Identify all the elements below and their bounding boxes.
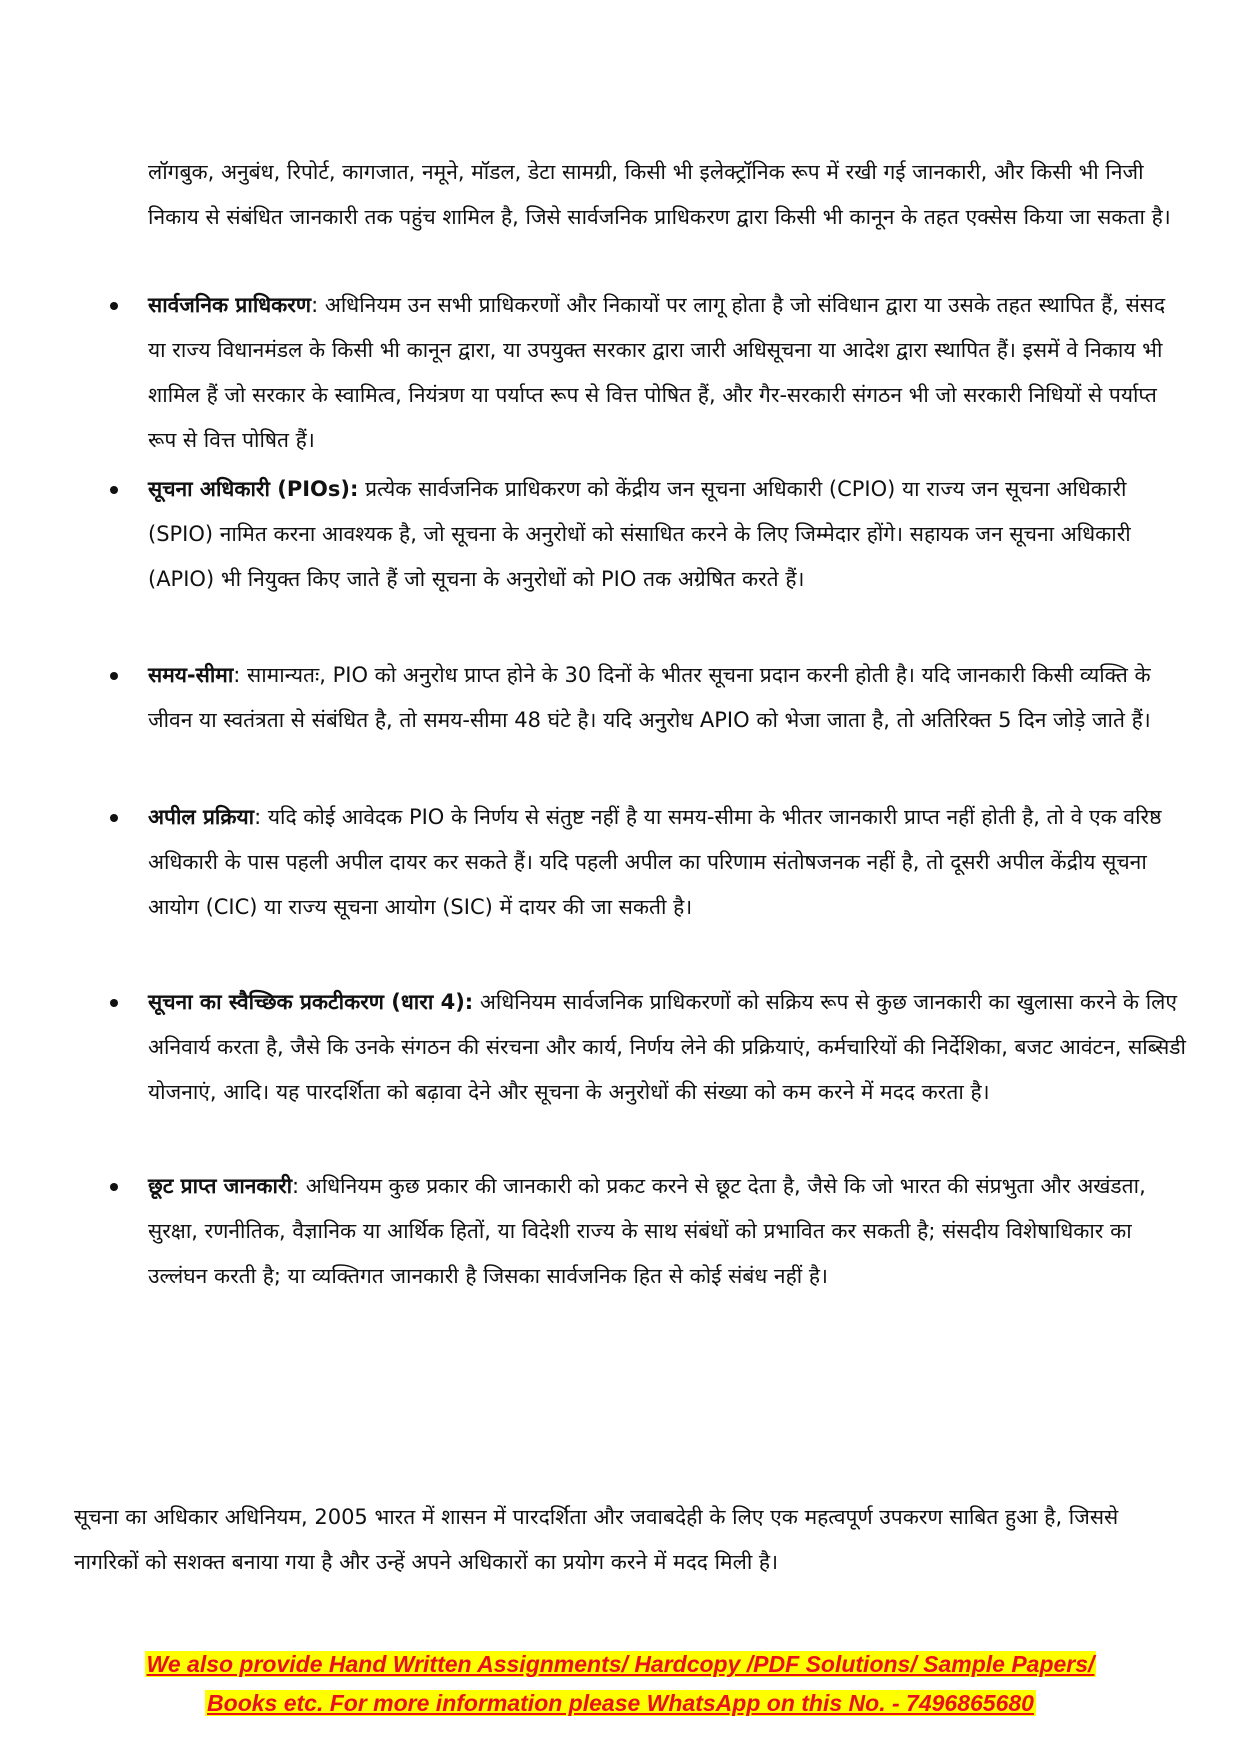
bullet-term: समय-सीमा [148,663,234,687]
bullet-icon [110,814,118,822]
promo-footer [60,1645,1181,1723]
bullet-icon [110,302,118,310]
list-item [148,283,1188,463]
list-item [148,653,1188,743]
bullet-term: छूट प्राप्त जानकारी [148,1174,293,1198]
list-item [148,795,1188,930]
list-item [148,980,1188,1115]
list-item [148,1164,1188,1299]
bullet-text: : यदि कोई आवेदक PIO के निर्णय से संतुष्ट नहीं है या समय-सीमा के भीतर जानकारी प्राप्त नहीं होती है, तो वे एक वरिष्ठ अधिकारी के पास पहली अपील दायर कर सकते हैं। यदि पहली अपील का परिणाम संतोषजनक नहीं है, तो दूसरी अपील केंद्रीय सूचना आयोग (CIC) या राज्य सूचना आयोग (SIC) में दायर की जा सकती है। [148,805,1162,919]
bullet-term: सार्वजनिक प्राधिकरण [148,293,312,317]
bullet-term: अपील प्रक्रिया [148,805,255,829]
bullet-icon [110,486,118,494]
bullet-term: सूचना का स्वैच्छिक प्रकटीकरण (धारा 4): [148,990,474,1014]
bullet-text: : अधिनियम उन सभी प्राधिकरणों और निकायों पर लागू होता है जो संविधान द्वारा या उसके तहत स्थापित हैं, संसद या राज्य विधानमंडल के किसी भी कानून द्वारा, या उपयुक्त सरकार द्वारा जारी अधिसूचना या आदेश द्वारा स्थापित हैं। इसमें वे निकाय भी शामिल हैं जो सरकार के स्वामित्व, नियंत्रण या पर्याप्त रूप से वित्त पोषित हैं, और गैर-सरकारी संगठन भी जो सरकारी निधियों से पर्याप्त रूप से वित्त पोषित हैं। [148,293,1166,452]
bullet-icon [110,999,118,1007]
closing-paragraph: सूचना का अधिकार अधिनियम, 2005 भारत में शासन में पारदर्शिता और जवाबदेही के लिए एक महत्वपूर्ण उपकरण साबित हुआ है, जिससे नागरिकों को सशक्त बनाया गया है और उन्हें अपने अधिकारों का प्रयोग करने में मदद मिली है। [74,1505,1119,1574]
intro-paragraph: लॉगबुक, अनुबंध, रिपोर्ट, कागजात, नमूने, मॉडल, डेटा सामग्री, किसी भी इलेक्ट्रॉनिक रूप में रखी गई जानकारी, और किसी भी निजी निकाय से संबंधित जानकारी तक पहुंच शामिल है, जिसे सार्वजनिक प्राधिकरण द्वारा किसी भी कानून के तहत एक्सेस किया जा सकता है। [148,160,1171,229]
bullet-icon [110,672,118,680]
bullet-term: सूचना अधिकारी (PIOs): [148,477,359,501]
bullet-text: अधिनियम सार्वजनिक प्राधिकरणों को सक्रिय रूप से कुछ जानकारी का खुलासा करने के लिए अनिवार्य करता है, जैसे कि उनके संगठन की संरचना और कार्य, निर्णय लेने की प्रक्रियाएं, कर्मचारियों की निर्देशिका, बजट आवंटन, सब्सिडी योजनाएं, आदि। यह पारदर्शिता को बढ़ावा देने और सूचना के अनुरोधों की संख्या को कम करने में मदद करता है। [148,990,1186,1104]
bullet-text: : सामान्यतः, PIO को अनुरोध प्राप्त होने के 30 दिनों के भीतर सूचना प्रदान करनी होती है। यदि जानकारी किसी व्यक्ति के जीवन या स्वतंत्रता से संबंधित है, तो समय-सीमा 48 घंटे है। यदि अनुरोध APIO को भेजा जाता है, तो अतिरिक्त 5 दिन जोड़े जाते हैं। [148,663,1151,732]
bullet-icon [110,1183,118,1191]
footer-line-1: We also provide Hand Written Assignments/ Hardcopy /PDF Solutions/ Sample Papers/ [146,1651,1095,1677]
bullet-text: प्रत्येक सार्वजनिक प्राधिकरण को केंद्रीय जन सूचना अधिकारी (CPIO) या राज्य जन सूचना अधिकारी (SPIO) नामित करना आवश्यक है, जो सूचना के अनुरोधों को संसाधित करने के लिए जिम्मेदार होंगे। सहायक जन सूचना अधिकारी (APIO) भी नियुक्त किए जाते हैं जो सूचना के अनुरोधों को PIO तक अग्रेषित करते हैं। [148,477,1131,591]
footer-line-2: Books etc. For more information please WhatsApp on this No. - 7496865680 [207,1690,1034,1716]
list-item [148,467,1188,602]
bullet-text: : अधिनियम कुछ प्रकार की जानकारी को प्रकट करने से छूट देता है, जैसे कि जो भारत की संप्रभुता और अखंडता, सुरक्षा, रणनीतिक, वैज्ञानिक या आर्थिक हितों, या विदेशी राज्य के साथ संबंधों को प्रभावित कर सकती है; संसदीय विशेषाधिकार का उल्लंघन करती है; या व्यक्तिगत जानकारी है जिसका सार्वजनिक हित से कोई संबंध नहीं है। [148,1174,1146,1288]
